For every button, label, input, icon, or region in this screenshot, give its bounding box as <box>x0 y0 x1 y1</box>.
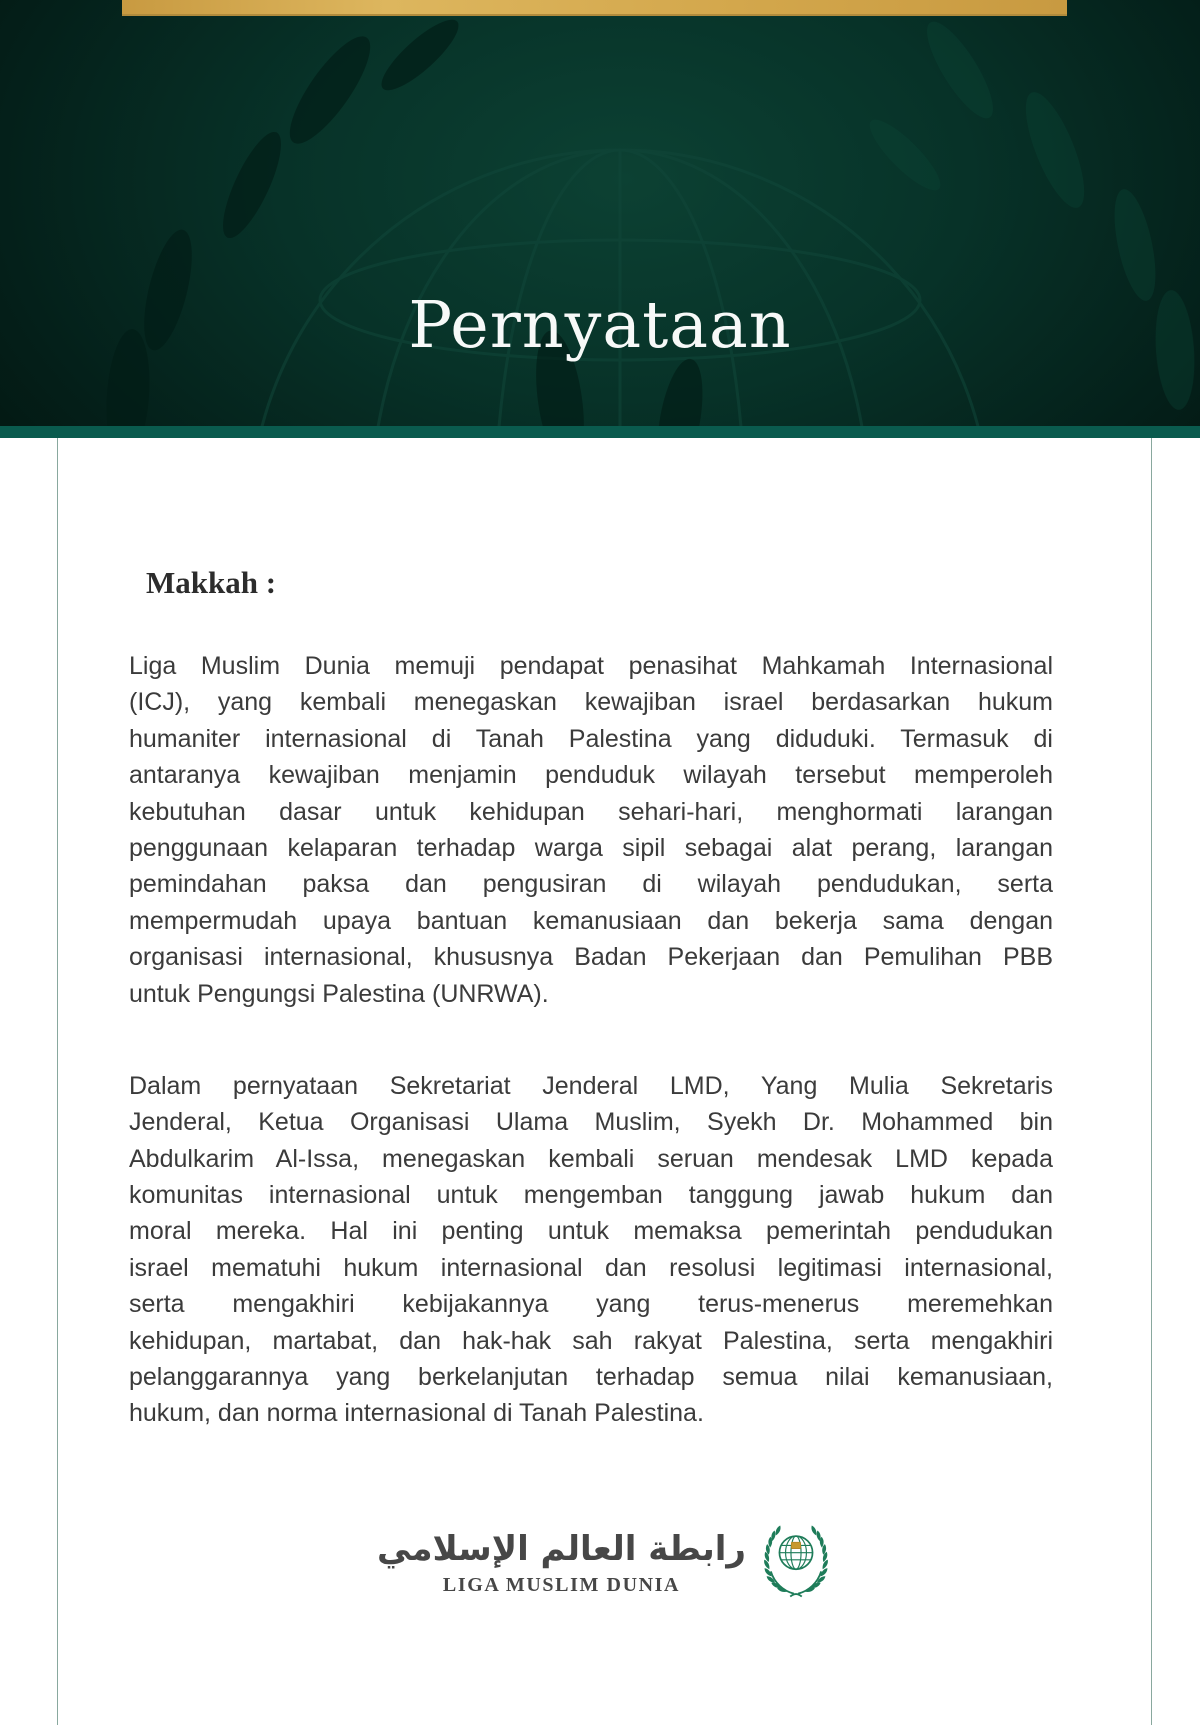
paragraph-line: serta mengakhiri kebijakannya yang terus-menerus meremehkan <box>129 1290 1053 1319</box>
content-panel <box>57 438 1152 1725</box>
statement-paragraph-1 <box>129 648 1053 1012</box>
paragraph-line: kehidupan, martabat, dan hak-hak sah rakyat Palestina, serta mengakhiri <box>129 1326 1053 1355</box>
logo-text-block <box>377 1527 746 1597</box>
paragraph-line: Abdulkarim Al-Issa, menegaskan kembali seruan mendesak LMD kepada <box>129 1144 1053 1173</box>
paragraph-line: untuk Pengungsi Palestina (UNRWA). <box>129 979 549 1008</box>
logo-arabic-name: رابطة العالم الإسلامي <box>377 1528 746 1569</box>
paragraph-line: pemindahan paksa dan pengusiran di wilayah pendudukan, serta <box>129 870 1053 899</box>
organization-logo <box>58 1522 1151 1602</box>
paragraph-line: pelanggarannya yang berkelanjutan terhadap semua nilai kemanusiaan, <box>129 1363 1053 1392</box>
location-heading: Makkah : <box>146 565 277 600</box>
logo-org-name: LIGA MUSLIM DUNIA <box>442 1573 681 1596</box>
paragraph-line: moral mereka. Hal ini penting untuk memaksa pemerintah pendudukan <box>129 1217 1053 1246</box>
paragraph-line: komunitas internasional untuk mengemban tanggung jawab hukum dan <box>129 1181 1053 1210</box>
globe-icon <box>779 1536 812 1569</box>
paragraph-line: Jenderal, Ketua Organisasi Ulama Muslim, Syekh Dr. Mohammed bin <box>129 1108 1053 1137</box>
paragraph-line: hukum, dan norma internasional di Tanah Palestina. <box>129 1399 704 1428</box>
page-title: Pernyataan <box>408 288 792 363</box>
paragraph-line: Dalam pernyataan Sekretariat Jenderal LMD, Yang Mulia Sekretaris <box>129 1071 1053 1100</box>
paragraph-line: humaniter internasional di Tanah Palestina yang diduduki. Termasuk di <box>129 724 1053 753</box>
header-banner <box>0 0 1200 426</box>
statement-paragraph-2 <box>129 1068 1053 1432</box>
paragraph-line: organisasi internasional, khususnya Badan Pekerjaan dan Pemulihan PBB <box>129 943 1053 972</box>
paragraph-line: antaranya kewajiban menjamin penduduk wilayah tersebut memperoleh <box>129 761 1053 790</box>
teal-divider-band <box>0 426 1200 438</box>
paragraph-line: kebutuhan dasar untuk kehidupan sehari-hari, menghormati larangan <box>129 797 1053 826</box>
olive-wreath-globe-logo-icon <box>760 1522 832 1602</box>
gold-accent-bar <box>122 0 1067 16</box>
paragraph-line: Liga Muslim Dunia memuji pendapat penasihat Mahkamah Internasional <box>129 652 1053 680</box>
paragraph-line: penggunaan kelaparan terhadap warga sipil sebagai alat perang, larangan <box>129 833 1053 862</box>
paragraph-line: mempermudah upaya bantuan kemanusiaan dan bekerja sama dengan <box>129 906 1053 935</box>
paragraph-line: (ICJ), yang kembali menegaskan kewajiban israel berdasarkan hukum <box>129 688 1053 717</box>
paragraph-line: israel mematuhi hukum internasional dan resolusi legitimasi internasional, <box>129 1253 1053 1282</box>
kaaba-icon <box>791 1542 800 1548</box>
